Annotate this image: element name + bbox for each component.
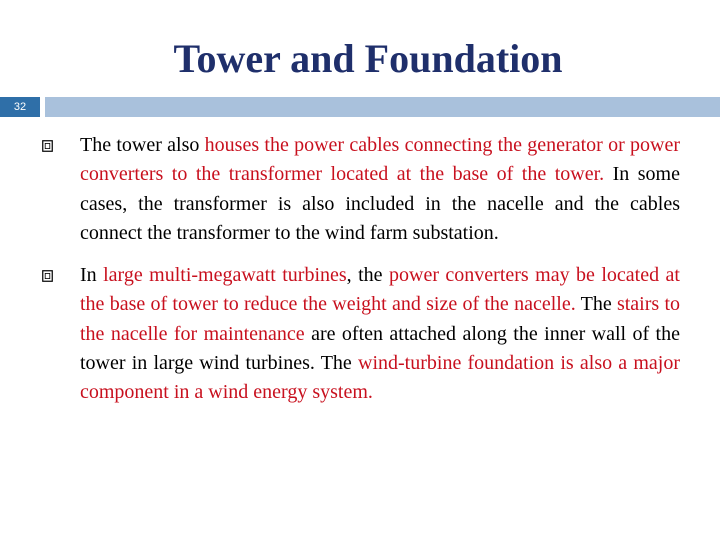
text-segment: The tower also (80, 134, 205, 156)
bullet-text (80, 261, 680, 407)
square-bullet-icon (42, 269, 53, 281)
text-segment: In (80, 264, 104, 287)
bullet-item (40, 261, 680, 407)
slide-number: 32 (0, 97, 40, 117)
header-bar-track (45, 97, 720, 117)
header-bar (0, 97, 720, 117)
highlighted-text-segment: stairs to the nacelle for maintenance (80, 293, 681, 345)
highlighted-text-segment: houses the power cables connecting the generator or power converters to the transformer located at the base of the tower. (80, 134, 680, 186)
text-segment: The (575, 293, 617, 316)
bullet-list (40, 131, 680, 421)
highlighted-text-segment: large multi-megawatt turbines (103, 264, 347, 287)
text-segment: are often attached along the inner wall of the tower in large wind turbines. The (80, 322, 680, 375)
bullet-text (80, 131, 680, 248)
bullet-item (40, 131, 680, 248)
slide-title: Tower and Foundation (173, 36, 563, 81)
text-segment: In some cases, the transformer is also included in the nacelle and the cables connect the transformer to the wind farm substation. (80, 163, 680, 244)
highlighted-text-segment: wind-turbine foundation is also a major component in a wind energy system. (80, 352, 681, 404)
square-bullet-icon (42, 139, 53, 151)
text-segment: , the (346, 264, 389, 287)
highlighted-text-segment: power converters may be located at the base of tower to reduce the weight and size of the nacelle. (80, 264, 680, 316)
